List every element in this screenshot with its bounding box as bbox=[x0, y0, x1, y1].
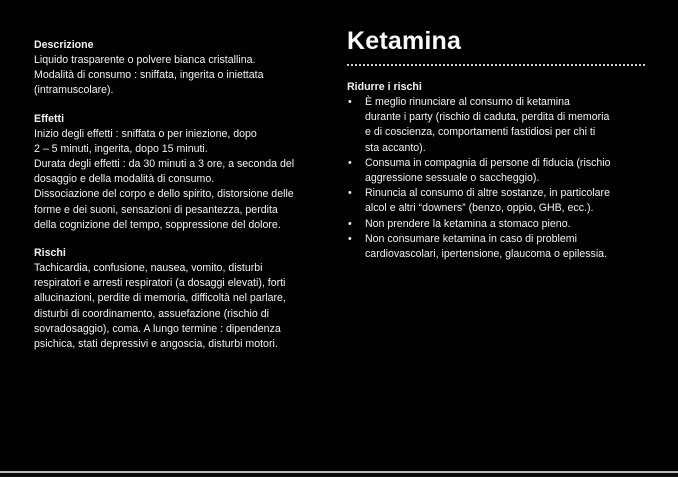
text-line: allucinazioni, perdite di memoria, difficoltà nel parlare, bbox=[34, 292, 286, 305]
section-descrizione bbox=[34, 38, 334, 99]
text-line: Non consumare ketamina in caso di problemi bbox=[365, 232, 577, 245]
text-line: Rinuncia al consumo di altre sostanze, in particolare bbox=[365, 187, 610, 200]
text-line: Non prendere la ketamina a stomaco pieno. bbox=[365, 217, 571, 230]
list-item bbox=[347, 217, 652, 232]
bottom-band bbox=[0, 473, 678, 477]
list-item bbox=[347, 186, 652, 216]
text-line: cardiovascolari, ipertensione, glaucoma o epilessia. bbox=[365, 248, 608, 261]
text-line: Dissociazione del corpo e dello spirito, distorsione delle bbox=[34, 188, 294, 201]
text-line: respiratori e arresti respiratori (a dosaggi elevati), forti bbox=[34, 277, 286, 290]
text-line: disturbi di coordinamento, assuefazione (rischio di bbox=[34, 307, 269, 320]
section-effetti bbox=[34, 112, 334, 233]
text-line: forme e dei suoni, sensazioni di pesantezza, perdita bbox=[34, 203, 278, 216]
text-line: dosaggio e della modalità di consumo. bbox=[34, 173, 215, 186]
list-item bbox=[347, 232, 652, 262]
text-line: sovradosaggio), coma. A lungo termine : dipendenza bbox=[34, 322, 281, 335]
text-line: Durata degli effetti : da 30 minuti a 3 ore, a seconda del bbox=[34, 158, 295, 171]
text-line: sta accanto). bbox=[365, 141, 426, 154]
text-line: Liquido trasparente o polvere bianca cristallina. bbox=[34, 54, 256, 66]
text-line: Inizio degli effetti : sniffata o per iniezione, dopo bbox=[34, 127, 257, 140]
bullet-list bbox=[347, 95, 652, 262]
list-item bbox=[347, 95, 652, 156]
text-line: psichica, stati depressivi e angoscia, disturbi motori. bbox=[34, 338, 278, 351]
text-line: Modalità di consumo : sniffata, ingerita o iniettata bbox=[34, 69, 264, 82]
text-line: e di coscienza, comportamenti fastidiosi per chi ti bbox=[365, 126, 596, 139]
left-column bbox=[34, 38, 334, 361]
dotted-divider bbox=[347, 64, 645, 66]
bullet-icon: • bbox=[348, 232, 352, 245]
text-line: Consuma in compagnia di persone di fiducia (rischio bbox=[365, 156, 611, 169]
section-heading: Ridurre i rischi bbox=[347, 81, 422, 93]
section-heading: Descrizione bbox=[34, 39, 94, 51]
text-line: alcol e altri “downers” (benzo, oppio, GHB, ecc.). bbox=[365, 202, 594, 215]
bullet-icon: • bbox=[348, 217, 352, 230]
text-line: 2 – 5 minuti, ingerita, dopo 15 minuti. bbox=[34, 142, 208, 155]
section-ridurre-i-rischi bbox=[347, 80, 652, 262]
text-line: (intramuscolare). bbox=[34, 84, 114, 97]
right-column bbox=[347, 27, 652, 262]
bullet-icon: • bbox=[348, 156, 352, 169]
text-line: Tachicardia, confusione, nausea, vomito, disturbi bbox=[34, 262, 263, 275]
text-line: È meglio rinunciare al consumo di ketamina bbox=[365, 96, 570, 108]
text-line: durante i party (rischio di caduta, perdita di memoria bbox=[365, 111, 610, 124]
bullet-icon: • bbox=[348, 96, 352, 108]
section-rischi bbox=[34, 246, 334, 352]
text-line: della cognizione del tempo, soppressione del dolore. bbox=[34, 218, 281, 231]
bullet-icon: • bbox=[348, 187, 352, 200]
section-heading: Effetti bbox=[34, 112, 65, 125]
page-title: Ketamina bbox=[347, 27, 462, 55]
text-line: aggressione sessuale o saccheggio). bbox=[365, 172, 540, 185]
section-heading: Rischi bbox=[34, 247, 66, 260]
list-item bbox=[347, 156, 652, 186]
